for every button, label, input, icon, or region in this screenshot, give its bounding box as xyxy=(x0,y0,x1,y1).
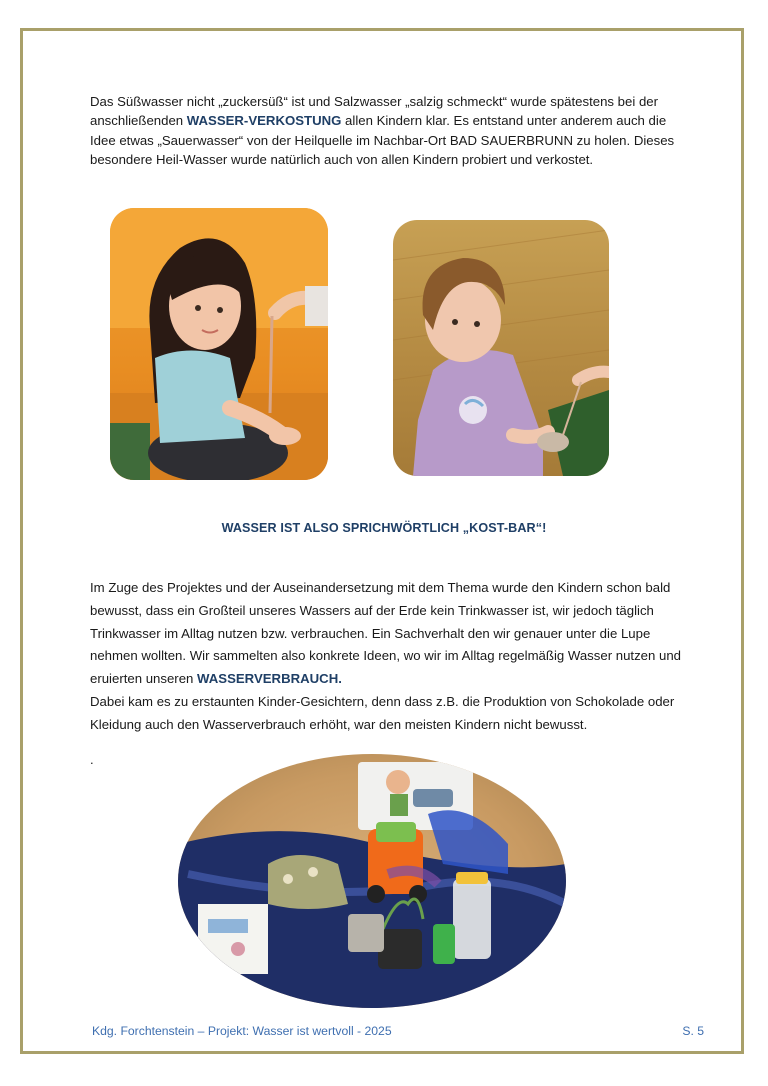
footer-project-title: Kdg. Forchtenstein – Projekt: Wasser ist wertvoll - 2025 xyxy=(92,1024,392,1038)
photo-girl-tasting-water xyxy=(110,208,328,480)
stray-dot: . xyxy=(90,752,94,767)
photo-child-purple-pajamas-illustration xyxy=(393,220,609,476)
paragraph-2 xyxy=(90,577,700,737)
paragraph-1-text-a: Das Süßwasser nicht „zuckersüß“ ist und Salzwasser „salzig schmeckt“ wurde spätestens bei der anschließenden xyxy=(90,94,659,129)
photo-girl-tasting-water-illustration xyxy=(110,208,328,480)
paragraph-2-text-a: Im Zuge des Projektes und der Auseinandersetzung mit dem Thema wurde den Kindern schon bald bewusst, dass ein Großteil unseres Wassers auf der Erde kein Trinkwasser ist, wir jedoch täglich Trinkwasser im Alltag nutzen bzw. verbrauchen. Ein Sachverhalt den wir genauer unter die Lupe nehmen wollten. Wir sammelten also konkrete Ideen, wo wir im Alltag regelmäßig Wasser nutzen und eruierten unseren xyxy=(90,580,682,687)
highlight-wasser-verkostung: WASSER-VERKOSTUNG xyxy=(186,113,342,129)
photo-water-consumption-items xyxy=(178,754,566,1008)
paragraph-2-text-b: Dabei kam es zu erstaunten Kinder-Gesichtern, denn dass z.B. die Produktion von Schokolade oder Kleidung auch den Wasserverbrauch erhöht, war den meisten Kindern nicht bewusst. xyxy=(90,693,675,732)
photo-water-consumption-items-illustration xyxy=(178,754,566,1008)
photo-child-purple-pajamas xyxy=(393,220,609,476)
highlight-wasserverbrauch: WASSERVERBRAUCH. xyxy=(197,671,342,687)
section-heading-kost-bar: WASSER IST ALSO SPRICHWÖRTLICH „KOST-BAR“! xyxy=(221,521,547,535)
paragraph-1 xyxy=(90,92,690,169)
paragraph-1-text-b: allen Kindern klar. Es entstand unter anderem auch die Idee etwas „Sauerwasser“ von der Heilquelle im Nachbar-Ort BAD SAUERBRUNN zu holen. Dieses besondere Heil-Wasser wurde natürlich auch von allen Kindern probiert und verkostet. xyxy=(90,113,675,167)
footer-page-number: S. 5 xyxy=(682,1024,704,1038)
